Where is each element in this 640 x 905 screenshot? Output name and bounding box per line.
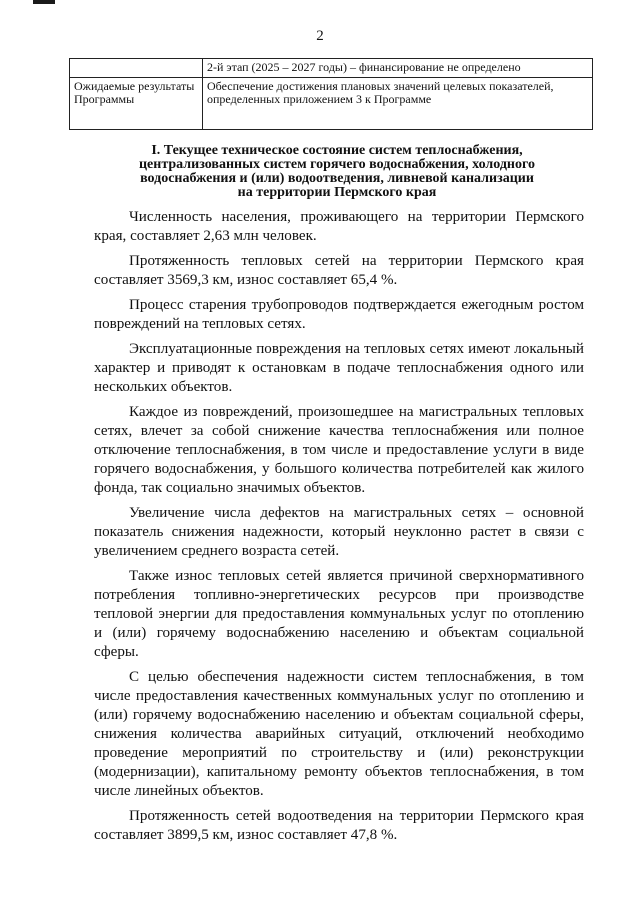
paragraph-defects-growth: Увеличение числа дефектов на магистральных сетях – основной показатель снижения надежности, который неуклонно растет в связи с увеличением среднего возраста сетей. [94, 505, 584, 559]
table-cell-empty [70, 59, 203, 78]
scan-corner-mark [33, 0, 55, 4]
heading-line: водоснабжения и (или) водоотведения, ливневой канализации [140, 171, 534, 186]
table-cell-stage: 2-й этап (2025 – 2027 годы) – финансирование не определено [203, 59, 593, 78]
paragraph-overconsumption: Также износ тепловых сетей является причиной сверхнормативного потребления топливно-энергетических ресурсов при производстве тепловой энергии для предоставления коммунальных услуг по отоплению и (или) горячему водоснабжению населению и объектам социальной сферы. [94, 568, 584, 660]
heading-line: централизованных систем горячего водоснабжения, холодного [138, 157, 535, 172]
paragraph-pipeline-aging: Процесс старения трубопроводов подтверждается ежегодным ростом повреждений на тепловых сетях. [94, 297, 584, 332]
program-passport-table [69, 58, 593, 130]
table-cell-expected-results: Обеспечение достижения плановых значений целевых показателей, определенных приложением 3 к Программе [203, 77, 593, 129]
paragraph-main-network-damage: Каждое из повреждений, произошедшее на магистральных тепловых сетях, влечет за собой снижение качества теплоснабжения или полное отключение теплоснабжения, в том числе и предоставление услуги в виде горячего водоснабжения, у большого количества потребителей как жилого фонда, так социально значимых объектов. [94, 404, 584, 496]
heading-line: на территории Пермского края [237, 185, 437, 200]
page-number: 2 [316, 28, 324, 44]
table-row [70, 77, 593, 129]
table-cell-label: Ожидаемые результаты Программы [70, 77, 203, 129]
paragraph-sewer-network-length: Протяженность сетей водоотведения на территории Пермского края составляет 3899,5 км, износ составляет 47,8 %. [94, 808, 584, 843]
paragraph-heat-network-length: Протяженность тепловых сетей на территории Пермского края составляет 3569,3 км, износ составляет 65,4 %. [94, 253, 584, 288]
paragraph-reliability-measures: С целью обеспечения надежности систем теплоснабжения, в том числе предоставления качественных коммунальных услуг по отоплению и (или) горячему водоснабжению населению и объектам социальной сферы, снижения количества аварийных ситуаций, отключений необходимо проведение мероприятий по строительству и (или) реконструкции (модернизации), капитальному ремонту объектов теплоснабжения, в том числе линейных объектов. [94, 669, 584, 799]
heading-line: I. Текущее техническое состояние систем теплоснабжения, [151, 143, 523, 158]
table-row [70, 59, 593, 78]
body-text [94, 208, 584, 851]
paragraph-operational-damage: Эксплуатационные повреждения на тепловых сетях имеют локальный характер и приводят к остановкам в подаче теплоснабжения одного или нескольких объектов. [94, 341, 584, 395]
paragraph-population: Численность населения, проживающего на территории Пермского края, составляет 2,63 млн человек. [94, 209, 584, 244]
section-heading [69, 144, 605, 200]
